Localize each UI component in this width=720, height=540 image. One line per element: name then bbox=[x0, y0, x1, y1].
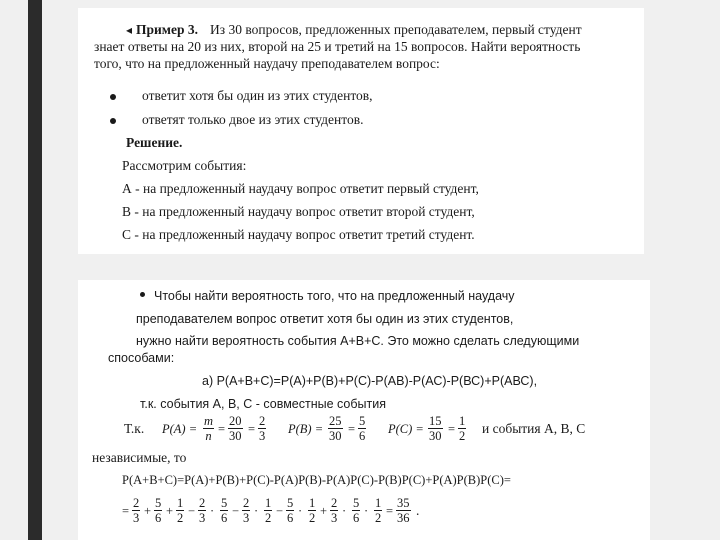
final-period: . bbox=[416, 503, 420, 518]
operator: · bbox=[342, 504, 347, 518]
term-fraction: $\frac{5}{6}$ bbox=[353, 496, 360, 525]
question-bullet: ответят только двое из этих студентов. bbox=[142, 112, 364, 127]
formula-a: а) Р(А+В+С)=Р(А)+Р(В)+Р(С)-Р(АВ)-Р(АС)-Р(ВС)+Р(АВС), bbox=[202, 374, 538, 388]
term-fraction: $\frac{5}{6}$ bbox=[287, 496, 294, 525]
fraction-pa-raw: $\frac{20}{30}$ bbox=[229, 414, 242, 443]
operator: = bbox=[122, 504, 130, 518]
term-fraction: $\frac{1}{2}$ bbox=[375, 496, 382, 525]
fraction-pa: $\frac{2}{3}$ bbox=[259, 414, 266, 443]
slide-panel-method bbox=[78, 280, 650, 410]
term-fraction: $\frac{2}{3}$ bbox=[199, 496, 206, 525]
bullet-dot bbox=[140, 292, 145, 297]
fraction-m-n: $\frac{m}{n}$ bbox=[204, 414, 214, 443]
fraction-pb-raw: $\frac{25}{30}$ bbox=[329, 414, 342, 443]
operator: + bbox=[166, 504, 174, 518]
method-bullet: Чтобы найти вероятность того, что на предложенный наудачу bbox=[154, 289, 515, 303]
method-line-2: преподавателем вопрос ответит хотя бы один из этих студентов, bbox=[136, 312, 514, 326]
solution-heading: Решение. bbox=[126, 135, 183, 150]
question-bullet: ответит хотя бы один из этих студентов, bbox=[142, 88, 373, 103]
pc-label: P(C) = bbox=[388, 422, 424, 436]
pa-label: P(A) = bbox=[162, 422, 198, 436]
term-fraction: $\frac{2}{3}$ bbox=[243, 496, 250, 525]
bullet-dot bbox=[110, 118, 116, 124]
event-a: А - на предложенный наудачу вопрос ответит первый студент, bbox=[122, 181, 479, 196]
method-line-4: способами: bbox=[108, 351, 175, 365]
event-c: С - на предложенный наудачу вопрос ответит третий студент. bbox=[122, 227, 475, 242]
events-independent-clause: и события А, В, С bbox=[482, 421, 586, 436]
fraction-pb: $\frac{5}{6}$ bbox=[359, 414, 366, 443]
union-probability-formula: P(A+B+C)=P(A)+P(B)+P(C)-P(A)P(B)-P(A)P(C)-P(B)P(C)+P(A)P(B)P(C)= bbox=[122, 473, 511, 487]
operator: · bbox=[254, 504, 259, 518]
slide-marker: ◂ bbox=[126, 23, 133, 37]
slide-panel-calculation bbox=[78, 410, 650, 540]
example-title: Пример 3. bbox=[136, 22, 198, 37]
method-line-3: нужно найти вероятность события А+В+С. Это можно сделать следующими bbox=[136, 334, 580, 348]
operator: − bbox=[276, 504, 284, 518]
fraction-pc: $\frac{1}{2}$ bbox=[459, 414, 466, 443]
problem-line-3: того, что на предложенный наудачу преподавателем вопрос: bbox=[94, 56, 440, 71]
problem-line-1: Из 30 вопросов, предложенных преподавателем, первый студент bbox=[210, 22, 582, 37]
problem-line-2: знает ответы на 20 из них, второй на 25 и третий на 15 вопросов. Найти вероятность bbox=[94, 39, 581, 54]
operator: · bbox=[364, 504, 369, 518]
term-fraction: $\frac{5}{6}$ bbox=[155, 496, 162, 525]
term-fraction: $\frac{5}{6}$ bbox=[221, 496, 228, 525]
equals-sign: = bbox=[448, 422, 456, 436]
bullet-dot bbox=[110, 94, 116, 100]
operator: · bbox=[298, 504, 303, 518]
equals-sign: = bbox=[218, 422, 226, 436]
joint-events-note: т.к. события А, В, С - совместные события bbox=[140, 397, 387, 410]
term-fraction: $\frac{1}{2}$ bbox=[309, 496, 316, 525]
event-b: В - на предложенный наудачу вопрос ответит второй студент, bbox=[122, 204, 475, 219]
pb-label: P(B) = bbox=[288, 422, 324, 436]
term-fraction: $\frac{1}{2}$ bbox=[265, 496, 272, 525]
consider-events: Рассмотрим события: bbox=[122, 158, 247, 173]
since-label: Т.к. bbox=[124, 421, 145, 436]
sidebar-bar bbox=[28, 0, 42, 540]
result-fraction: $\frac{35}{36}$ bbox=[397, 496, 410, 525]
independent-then: независимые, то bbox=[92, 450, 187, 465]
fraction-pc-raw: $\frac{15}{30}$ bbox=[429, 414, 442, 443]
equals-sign: = bbox=[348, 422, 356, 436]
operator: · bbox=[210, 504, 215, 518]
operator: = bbox=[386, 504, 394, 518]
slide-panel-problem bbox=[78, 8, 644, 254]
term-fraction: $\frac{1}{2}$ bbox=[177, 496, 184, 525]
operator: − bbox=[188, 504, 196, 518]
term-fraction: $\frac{2}{3}$ bbox=[133, 496, 140, 525]
term-fraction: $\frac{2}{3}$ bbox=[331, 496, 338, 525]
operator: − bbox=[232, 504, 240, 518]
operator: + bbox=[144, 504, 152, 518]
equals-sign: = bbox=[248, 422, 256, 436]
operator: + bbox=[320, 504, 328, 518]
